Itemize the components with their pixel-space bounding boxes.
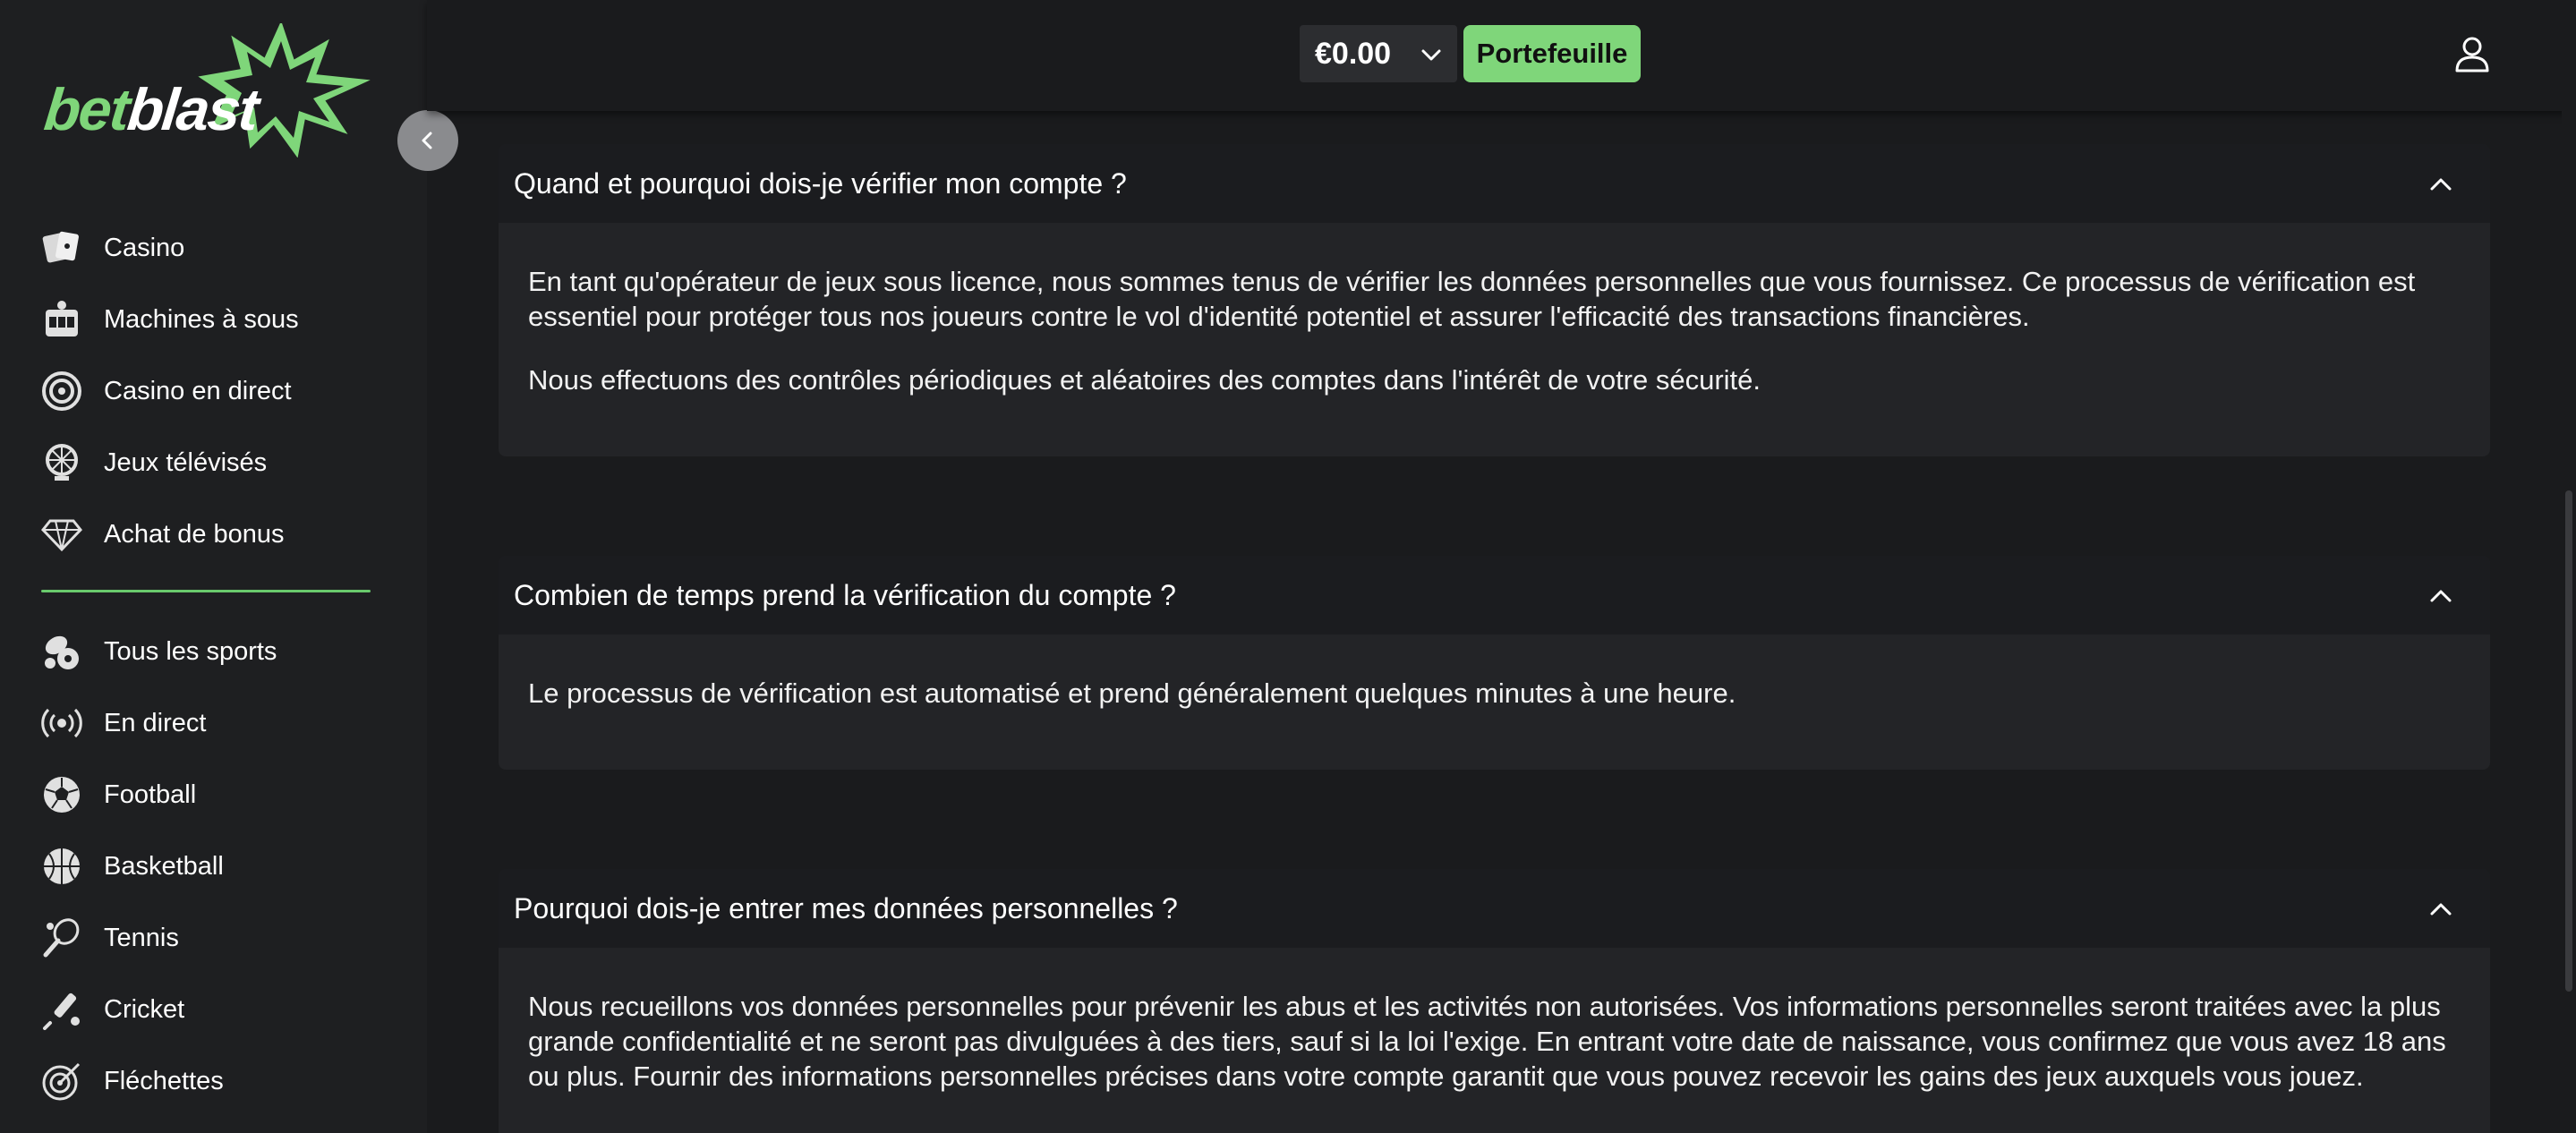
faq-question-toggle[interactable] <box>499 869 2490 948</box>
chevron-down-icon <box>1420 43 1443 66</box>
faq-question: Quand et pourquoi dois-je vérifier mon compte ? <box>514 166 1127 200</box>
faq-answer-paragraph: Le processus de vérification est automatisé et prend généralement quelques minutes à une heure. <box>528 677 1736 709</box>
sidebar-item-tv-games[interactable] <box>39 436 397 490</box>
faq-answer <box>499 635 2490 746</box>
sidebar-item-label: Jeux télévisés <box>104 447 268 477</box>
faq-question-toggle[interactable] <box>499 144 2490 223</box>
faq-answer-paragraph: Nous effectuons des contrôles périodiques et aléatoires des comptes dans l'intérêt de votre sécurité. <box>528 364 1761 396</box>
sidebar-item-label: Cricket <box>104 994 185 1024</box>
diamond-icon <box>39 512 84 557</box>
chevron-up-icon <box>2427 171 2454 198</box>
sidebar-item-label: Achat de bonus <box>104 519 285 549</box>
sidebar-item-cricket[interactable] <box>39 983 397 1036</box>
faq-answer-paragraph: Nous recueillons vos données personnelles pour prévenir les abus et les activités non autorisées. Vos informations personnelles seront traitées avec la plus grande confidentialité et ne seront pas divulguées à des tiers, sauf si la loi l'exige. En entrant votre date de naissance, vous confirmez que vous avez 18 ans ou plus. Fournir des informations personnelles précises dans votre compte garantit que vous pouvez recevoir les gains des jeux auxquels vous jouez. <box>528 991 2446 1092</box>
faq-item <box>499 869 2490 1133</box>
sidebar-item-label: Tous les sports <box>104 636 277 666</box>
sidebar <box>0 0 427 1133</box>
sidebar-divider <box>41 590 371 592</box>
faq-answer-paragraph: En tant qu'opérateur de jeux sous licence, nous sommes tenus de vérifier les données personnelles que vous fournissez. Ce processus de vérification est essentiel pour protéger tous nos joueurs contre le vol d'identité potentiel et assurer l'efficacité des transactions financières. <box>528 266 2416 332</box>
cricket-icon <box>39 987 84 1032</box>
sidebar-item-all-sports[interactable] <box>39 625 397 678</box>
scrollbar-thumb[interactable] <box>2565 490 2572 992</box>
sidebar-item-basketball[interactable] <box>39 839 397 893</box>
all-sports-icon <box>39 629 84 674</box>
football-icon <box>39 772 84 817</box>
sidebar-item-label: Basketball <box>104 851 224 881</box>
top-header <box>427 0 2576 111</box>
sidebar-item-label: Football <box>104 779 197 809</box>
faq-question-toggle[interactable] <box>499 556 2490 635</box>
live-broadcast-icon <box>39 701 84 745</box>
sidebar-item-football[interactable] <box>39 768 397 822</box>
collapse-sidebar-button[interactable] <box>397 110 458 171</box>
betblast-logo[interactable] <box>43 23 374 158</box>
sidebar-item-label: Tennis <box>104 923 179 952</box>
chevron-left-icon <box>417 130 439 151</box>
faq-item <box>499 556 2490 770</box>
faq-question: Combien de temps prend la vérification du compte ? <box>514 578 1176 611</box>
sidebar-item-darts[interactable] <box>39 1054 397 1108</box>
sidebar-item-label: Fléchettes <box>104 1066 224 1095</box>
sidebar-item-tennis[interactable] <box>39 911 397 965</box>
wheel-icon <box>39 440 84 485</box>
balance-amount: €0.00 <box>1315 36 1392 71</box>
sidebar-item-live[interactable] <box>39 696 397 750</box>
sidebar-item-casino[interactable] <box>39 221 397 275</box>
faq-answer <box>499 223 2490 433</box>
wallet-button[interactable]: Portefeuille <box>1463 25 1641 82</box>
sidebar-item-label: Machines à sous <box>104 304 299 334</box>
balance-dropdown[interactable] <box>1300 25 1457 82</box>
chevron-up-icon <box>2427 583 2454 609</box>
chevron-up-icon <box>2427 896 2454 923</box>
roulette-chip-icon <box>39 369 84 413</box>
sidebar-item-live-casino[interactable] <box>39 364 397 418</box>
darts-icon <box>39 1059 84 1103</box>
logo-wordmark: betblast <box>41 76 260 142</box>
faq-answer <box>499 948 2490 1129</box>
user-account-icon[interactable] <box>2452 34 2492 73</box>
faq-item <box>499 144 2490 456</box>
cards-icon <box>39 226 84 270</box>
sidebar-item-slots[interactable] <box>39 293 397 346</box>
sidebar-item-label: Casino en direct <box>104 376 292 405</box>
sidebar-item-bonus-buy[interactable] <box>39 507 397 561</box>
basketball-icon <box>39 844 84 889</box>
faq-question: Pourquoi dois-je entrer mes données personnelles ? <box>514 891 1178 924</box>
sidebar-item-label: En direct <box>104 708 207 737</box>
tennis-icon <box>39 916 84 960</box>
slot-machine-icon <box>39 297 84 342</box>
sidebar-item-label: Casino <box>104 233 185 262</box>
